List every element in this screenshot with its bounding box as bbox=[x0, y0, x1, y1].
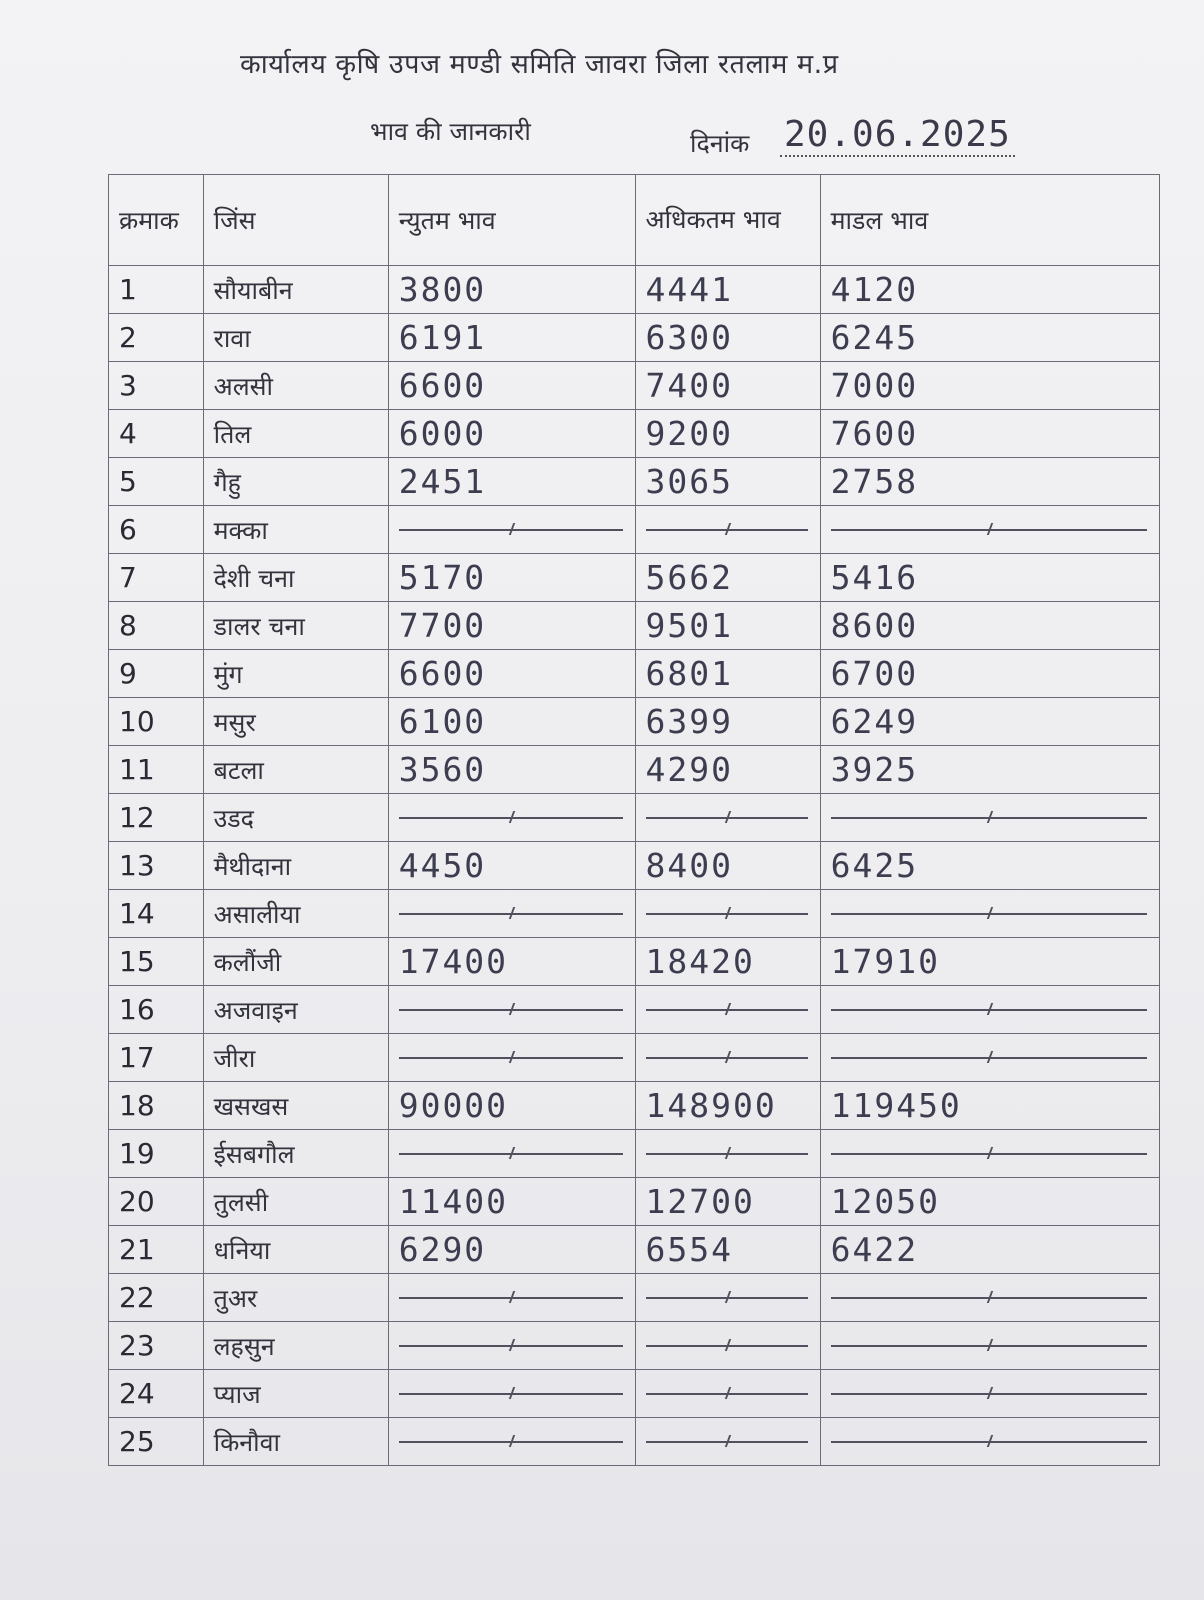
commodity-name-cell: जीरा bbox=[203, 1034, 388, 1082]
commodity-name-cell: मक्का bbox=[203, 506, 388, 554]
row-serial-cell: 17 bbox=[109, 1034, 204, 1082]
no-value-dash bbox=[399, 1057, 623, 1059]
table-row bbox=[109, 266, 1160, 314]
no-value-dash bbox=[399, 529, 623, 531]
max-price-cell bbox=[635, 1130, 820, 1178]
no-value-dash bbox=[831, 913, 1147, 915]
row-serial-cell: 23 bbox=[109, 1322, 204, 1370]
min-price-cell: 2451 bbox=[388, 458, 635, 506]
modal-price-cell: 8600 bbox=[820, 602, 1159, 650]
no-value-dash bbox=[831, 529, 1147, 531]
modal-price-cell: 6245 bbox=[820, 314, 1159, 362]
min-price-cell bbox=[388, 1274, 635, 1322]
table-row bbox=[109, 794, 1160, 842]
no-value-dash bbox=[399, 817, 623, 819]
max-price-cell: 9501 bbox=[635, 602, 820, 650]
row-serial-cell: 5 bbox=[109, 458, 204, 506]
no-value-dash bbox=[831, 1441, 1147, 1443]
subtitle: भाव की जानकारी bbox=[370, 117, 531, 146]
date-value: 20.06.2025 bbox=[780, 114, 1015, 157]
no-value-dash bbox=[646, 1057, 808, 1059]
max-price-cell: 9200 bbox=[635, 410, 820, 458]
modal-price-cell: 6425 bbox=[820, 842, 1159, 890]
commodity-name-cell: बटला bbox=[203, 746, 388, 794]
row-serial-cell: 14 bbox=[109, 890, 204, 938]
commodity-name-cell: खसखस bbox=[203, 1082, 388, 1130]
no-value-dash bbox=[646, 817, 808, 819]
max-price-cell: 3065 bbox=[635, 458, 820, 506]
min-price-cell: 3560 bbox=[388, 746, 635, 794]
row-serial-cell: 16 bbox=[109, 986, 204, 1034]
no-value-dash bbox=[646, 1153, 808, 1155]
no-value-dash bbox=[831, 1153, 1147, 1155]
max-price-cell: 6300 bbox=[635, 314, 820, 362]
modal-price-cell bbox=[820, 1418, 1159, 1466]
modal-price-cell: 7600 bbox=[820, 410, 1159, 458]
row-serial-cell: 10 bbox=[109, 698, 204, 746]
modal-price-cell bbox=[820, 1034, 1159, 1082]
price-table bbox=[108, 174, 1160, 1466]
min-price-cell bbox=[388, 890, 635, 938]
modal-price-cell: 4120 bbox=[820, 266, 1159, 314]
max-price-cell bbox=[635, 1418, 820, 1466]
min-price-cell: 90000 bbox=[388, 1082, 635, 1130]
table-row bbox=[109, 1322, 1160, 1370]
min-price-cell bbox=[388, 1418, 635, 1466]
min-price-cell: 6600 bbox=[388, 650, 635, 698]
commodity-name-cell: देशी चना bbox=[203, 554, 388, 602]
commodity-name-cell: सौयाबीन bbox=[203, 266, 388, 314]
no-value-dash bbox=[646, 1393, 808, 1395]
no-value-dash bbox=[646, 1009, 808, 1011]
commodity-name-cell: धनिया bbox=[203, 1226, 388, 1274]
table-row bbox=[109, 362, 1160, 410]
column-header-modal-price: माडल भाव bbox=[820, 175, 1159, 266]
table-row bbox=[109, 1418, 1160, 1466]
commodity-name-cell: असालीया bbox=[203, 890, 388, 938]
table-row bbox=[109, 698, 1160, 746]
modal-price-cell bbox=[820, 986, 1159, 1034]
table-row bbox=[109, 410, 1160, 458]
table-row bbox=[109, 1034, 1160, 1082]
row-serial-cell: 4 bbox=[109, 410, 204, 458]
max-price-cell bbox=[635, 890, 820, 938]
modal-price-cell: 5416 bbox=[820, 554, 1159, 602]
commodity-name-cell: तिल bbox=[203, 410, 388, 458]
commodity-name-cell: ईसबगौल bbox=[203, 1130, 388, 1178]
no-value-dash bbox=[399, 1345, 623, 1347]
no-value-dash bbox=[646, 1345, 808, 1347]
min-price-cell: 6290 bbox=[388, 1226, 635, 1274]
row-serial-cell: 24 bbox=[109, 1370, 204, 1418]
min-price-cell bbox=[388, 1370, 635, 1418]
column-header-min-price: न्युतम भाव bbox=[388, 175, 635, 266]
column-header-serial: क्रमाक bbox=[109, 175, 204, 266]
row-serial-cell: 18 bbox=[109, 1082, 204, 1130]
no-value-dash bbox=[399, 1009, 623, 1011]
commodity-name-cell: मुंग bbox=[203, 650, 388, 698]
commodity-name-cell: उडद bbox=[203, 794, 388, 842]
row-serial-cell: 6 bbox=[109, 506, 204, 554]
commodity-name-cell: लहसुन bbox=[203, 1322, 388, 1370]
modal-price-cell bbox=[820, 1370, 1159, 1418]
max-price-cell: 148900 bbox=[635, 1082, 820, 1130]
table-row bbox=[109, 1274, 1160, 1322]
modal-price-cell bbox=[820, 1130, 1159, 1178]
modal-price-cell: 17910 bbox=[820, 938, 1159, 986]
table-row bbox=[109, 890, 1160, 938]
table-row bbox=[109, 1178, 1160, 1226]
max-price-cell: 6801 bbox=[635, 650, 820, 698]
min-price-cell bbox=[388, 986, 635, 1034]
max-price-cell: 7400 bbox=[635, 362, 820, 410]
commodity-name-cell: तुअर bbox=[203, 1274, 388, 1322]
min-price-cell bbox=[388, 1130, 635, 1178]
table-row bbox=[109, 1130, 1160, 1178]
max-price-cell: 4290 bbox=[635, 746, 820, 794]
commodity-name-cell: अजवाइन bbox=[203, 986, 388, 1034]
modal-price-cell: 6249 bbox=[820, 698, 1159, 746]
min-price-cell: 6100 bbox=[388, 698, 635, 746]
commodity-name-cell: प्याज bbox=[203, 1370, 388, 1418]
date-label: दिनांक bbox=[690, 129, 750, 158]
table-header-row bbox=[109, 175, 1160, 266]
table-row bbox=[109, 650, 1160, 698]
max-price-cell: 6554 bbox=[635, 1226, 820, 1274]
row-serial-cell: 20 bbox=[109, 1178, 204, 1226]
row-serial-cell: 1 bbox=[109, 266, 204, 314]
max-price-cell bbox=[635, 794, 820, 842]
no-value-dash bbox=[831, 817, 1147, 819]
modal-price-cell: 119450 bbox=[820, 1082, 1159, 1130]
no-value-dash bbox=[399, 1297, 623, 1299]
max-price-cell: 4441 bbox=[635, 266, 820, 314]
max-price-cell bbox=[635, 1274, 820, 1322]
table-row bbox=[109, 554, 1160, 602]
row-serial-cell: 7 bbox=[109, 554, 204, 602]
min-price-cell: 3800 bbox=[388, 266, 635, 314]
row-serial-cell: 9 bbox=[109, 650, 204, 698]
max-price-cell: 6399 bbox=[635, 698, 820, 746]
row-serial-cell: 15 bbox=[109, 938, 204, 986]
no-value-dash bbox=[831, 1057, 1147, 1059]
commodity-name-cell: मसुर bbox=[203, 698, 388, 746]
max-price-cell: 8400 bbox=[635, 842, 820, 890]
max-price-cell bbox=[635, 1034, 820, 1082]
row-serial-cell: 2 bbox=[109, 314, 204, 362]
max-price-cell bbox=[635, 1322, 820, 1370]
modal-price-cell bbox=[820, 794, 1159, 842]
row-serial-cell: 8 bbox=[109, 602, 204, 650]
table-row bbox=[109, 938, 1160, 986]
table-row bbox=[109, 314, 1160, 362]
min-price-cell bbox=[388, 1034, 635, 1082]
no-value-dash bbox=[646, 1297, 808, 1299]
modal-price-cell: 12050 bbox=[820, 1178, 1159, 1226]
modal-price-cell bbox=[820, 1274, 1159, 1322]
modal-price-cell bbox=[820, 506, 1159, 554]
table-row bbox=[109, 1226, 1160, 1274]
row-serial-cell: 12 bbox=[109, 794, 204, 842]
row-serial-cell: 11 bbox=[109, 746, 204, 794]
column-header-commodity: जिंस bbox=[203, 175, 388, 266]
modal-price-cell: 2758 bbox=[820, 458, 1159, 506]
table-row bbox=[109, 842, 1160, 890]
row-serial-cell: 13 bbox=[109, 842, 204, 890]
min-price-cell: 6000 bbox=[388, 410, 635, 458]
no-value-dash bbox=[831, 1393, 1147, 1395]
commodity-name-cell: कलौंजी bbox=[203, 938, 388, 986]
table-row bbox=[109, 746, 1160, 794]
table-row bbox=[109, 1082, 1160, 1130]
table-row bbox=[109, 458, 1160, 506]
row-serial-cell: 22 bbox=[109, 1274, 204, 1322]
min-price-cell bbox=[388, 794, 635, 842]
no-value-dash bbox=[646, 529, 808, 531]
commodity-name-cell: गैहु bbox=[203, 458, 388, 506]
commodity-name-cell: मैथीदाना bbox=[203, 842, 388, 890]
modal-price-cell: 7000 bbox=[820, 362, 1159, 410]
commodity-name-cell: रावा bbox=[203, 314, 388, 362]
no-value-dash bbox=[831, 1009, 1147, 1011]
commodity-name-cell: डालर चना bbox=[203, 602, 388, 650]
min-price-cell: 11400 bbox=[388, 1178, 635, 1226]
row-serial-cell: 21 bbox=[109, 1226, 204, 1274]
no-value-dash bbox=[399, 1441, 623, 1443]
max-price-cell bbox=[635, 1370, 820, 1418]
row-serial-cell: 25 bbox=[109, 1418, 204, 1466]
commodity-name-cell: अलसी bbox=[203, 362, 388, 410]
modal-price-cell: 6700 bbox=[820, 650, 1159, 698]
modal-price-cell: 6422 bbox=[820, 1226, 1159, 1274]
commodity-name-cell: तुलसी bbox=[203, 1178, 388, 1226]
max-price-cell bbox=[635, 506, 820, 554]
table-row bbox=[109, 506, 1160, 554]
office-title: कार्यालय कृषि उपज मण्डी समिति जावरा जिला रतलाम म.प्र bbox=[240, 49, 839, 80]
min-price-cell: 5170 bbox=[388, 554, 635, 602]
max-price-cell: 5662 bbox=[635, 554, 820, 602]
no-value-dash bbox=[646, 913, 808, 915]
row-serial-cell: 19 bbox=[109, 1130, 204, 1178]
column-header-max-price: अधिकतम भाव bbox=[635, 175, 820, 266]
min-price-cell bbox=[388, 506, 635, 554]
min-price-cell: 7700 bbox=[388, 602, 635, 650]
min-price-cell bbox=[388, 1322, 635, 1370]
min-price-cell: 17400 bbox=[388, 938, 635, 986]
table-row bbox=[109, 1370, 1160, 1418]
row-serial-cell: 3 bbox=[109, 362, 204, 410]
max-price-cell bbox=[635, 986, 820, 1034]
min-price-cell: 4450 bbox=[388, 842, 635, 890]
min-price-cell: 6191 bbox=[388, 314, 635, 362]
no-value-dash bbox=[831, 1297, 1147, 1299]
table-row bbox=[109, 602, 1160, 650]
no-value-dash bbox=[399, 1153, 623, 1155]
max-price-cell: 18420 bbox=[635, 938, 820, 986]
modal-price-cell bbox=[820, 1322, 1159, 1370]
max-price-cell: 12700 bbox=[635, 1178, 820, 1226]
min-price-cell: 6600 bbox=[388, 362, 635, 410]
modal-price-cell bbox=[820, 890, 1159, 938]
modal-price-cell: 3925 bbox=[820, 746, 1159, 794]
no-value-dash bbox=[399, 1393, 623, 1395]
commodity-name-cell: किनौवा bbox=[203, 1418, 388, 1466]
no-value-dash bbox=[646, 1441, 808, 1443]
no-value-dash bbox=[399, 913, 623, 915]
no-value-dash bbox=[831, 1345, 1147, 1347]
table-row bbox=[109, 986, 1160, 1034]
